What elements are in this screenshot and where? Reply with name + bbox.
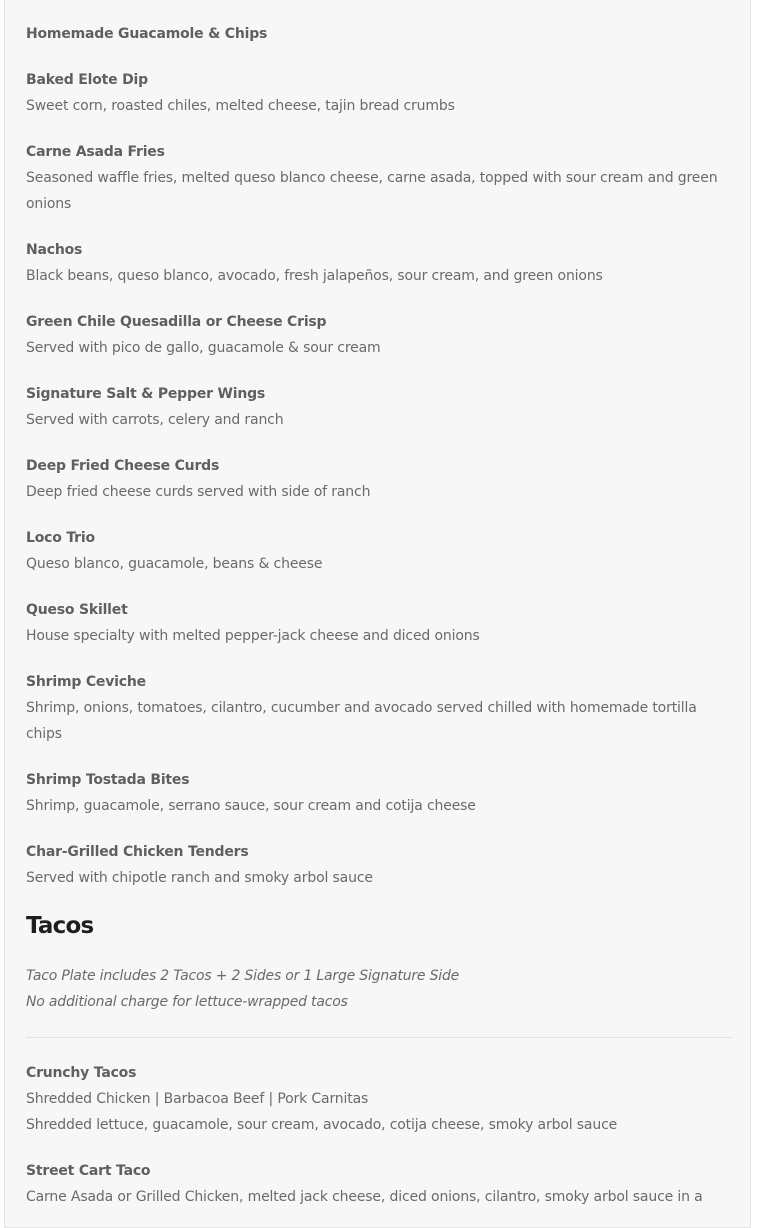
menu-item-options: Shredded Chicken | Barbacoa Beef | Pork Carnitas: [26, 1091, 369, 1107]
menu-item-description: Seasoned waffle fries, melted queso blanco cheese, carne asada, topped with sour cream and green onions: [26, 170, 718, 212]
menu-item: [26, 381, 283, 433]
menu-item: [26, 67, 455, 119]
menu-item-name: Green Chile Quesadilla or Cheese Crisp: [26, 314, 327, 330]
menu-item-description: Deep fried cheese curds served with side of ranch: [26, 484, 371, 500]
menu-item-name: Homemade Guacamole & Chips: [26, 26, 268, 42]
menu-item-description: Sweet corn, roasted chiles, melted cheese, tajin bread crumbs: [26, 98, 455, 114]
menu-item-description: Black beans, queso blanco, avocado, fresh jalapeños, sour cream, and green onions: [26, 268, 603, 284]
menu-item-name: Shrimp Ceviche: [26, 674, 146, 690]
menu-item-name: Signature Salt & Pepper Wings: [26, 386, 266, 402]
menu-item: [26, 839, 373, 891]
menu-item: [26, 309, 381, 361]
menu-item-description: Shredded lettuce, guacamole, sour cream, avocado, cotija cheese, smoky arbol sauce: [26, 1117, 618, 1133]
menu-item-name: Deep Fried Cheese Curds: [26, 458, 220, 474]
menu-item-description: Shrimp, guacamole, serrano sauce, sour cream and cotija cheese: [26, 798, 476, 814]
menu-item: [26, 21, 267, 47]
tacos-note: No additional charge for lettuce-wrapped tacos: [26, 994, 348, 1010]
menu-item: [26, 1060, 617, 1138]
menu-item: [26, 525, 322, 577]
menu-item-description: Served with chipotle ranch and smoky arbol sauce: [26, 870, 373, 886]
menu-item-name: Street Cart Taco: [26, 1163, 151, 1179]
menu-item-description: Carne Asada or Grilled Chicken, melted jack cheese, diced onions, cilantro, smoky arbol sauce in a: [26, 1189, 703, 1205]
section-title-tacos: Tacos: [26, 913, 94, 939]
menu-item-name: Char-Grilled Chicken Tenders: [26, 844, 249, 860]
menu-item-name: Crunchy Tacos: [26, 1065, 137, 1081]
tacos-note: Taco Plate includes 2 Tacos + 2 Sides or 1 Large Signature Side: [26, 968, 460, 984]
menu-item-name: Nachos: [26, 242, 83, 258]
menu-item: [26, 669, 726, 747]
menu-item-name: Shrimp Tostada Bites: [26, 772, 190, 788]
menu-item-description: House specialty with melted pepper-jack cheese and diced onions: [26, 628, 480, 644]
menu-item-name: Queso Skillet: [26, 602, 128, 618]
menu-item: [26, 453, 370, 505]
tacos-notes: [26, 963, 459, 1015]
menu-item: [26, 767, 476, 819]
menu-item-description: Shrimp, onions, tomatoes, cilantro, cucumber and avocado served chilled with homemade tortilla chips: [26, 700, 697, 742]
section-divider: [26, 1037, 733, 1038]
menu-panel: [4, 0, 751, 1228]
menu-item-description: Served with pico de gallo, guacamole & sour cream: [26, 340, 381, 356]
menu-item-name: Carne Asada Fries: [26, 144, 165, 160]
menu-item-description: Queso blanco, guacamole, beans & cheese: [26, 556, 323, 572]
menu-item: [26, 1158, 736, 1210]
menu-item: [26, 597, 480, 649]
menu-item-name: Baked Elote Dip: [26, 72, 148, 88]
menu-item: [26, 139, 726, 217]
menu-item: [26, 237, 603, 289]
menu-item-description: Served with carrots, celery and ranch: [26, 412, 284, 428]
menu-item-name: Loco Trio: [26, 530, 95, 546]
